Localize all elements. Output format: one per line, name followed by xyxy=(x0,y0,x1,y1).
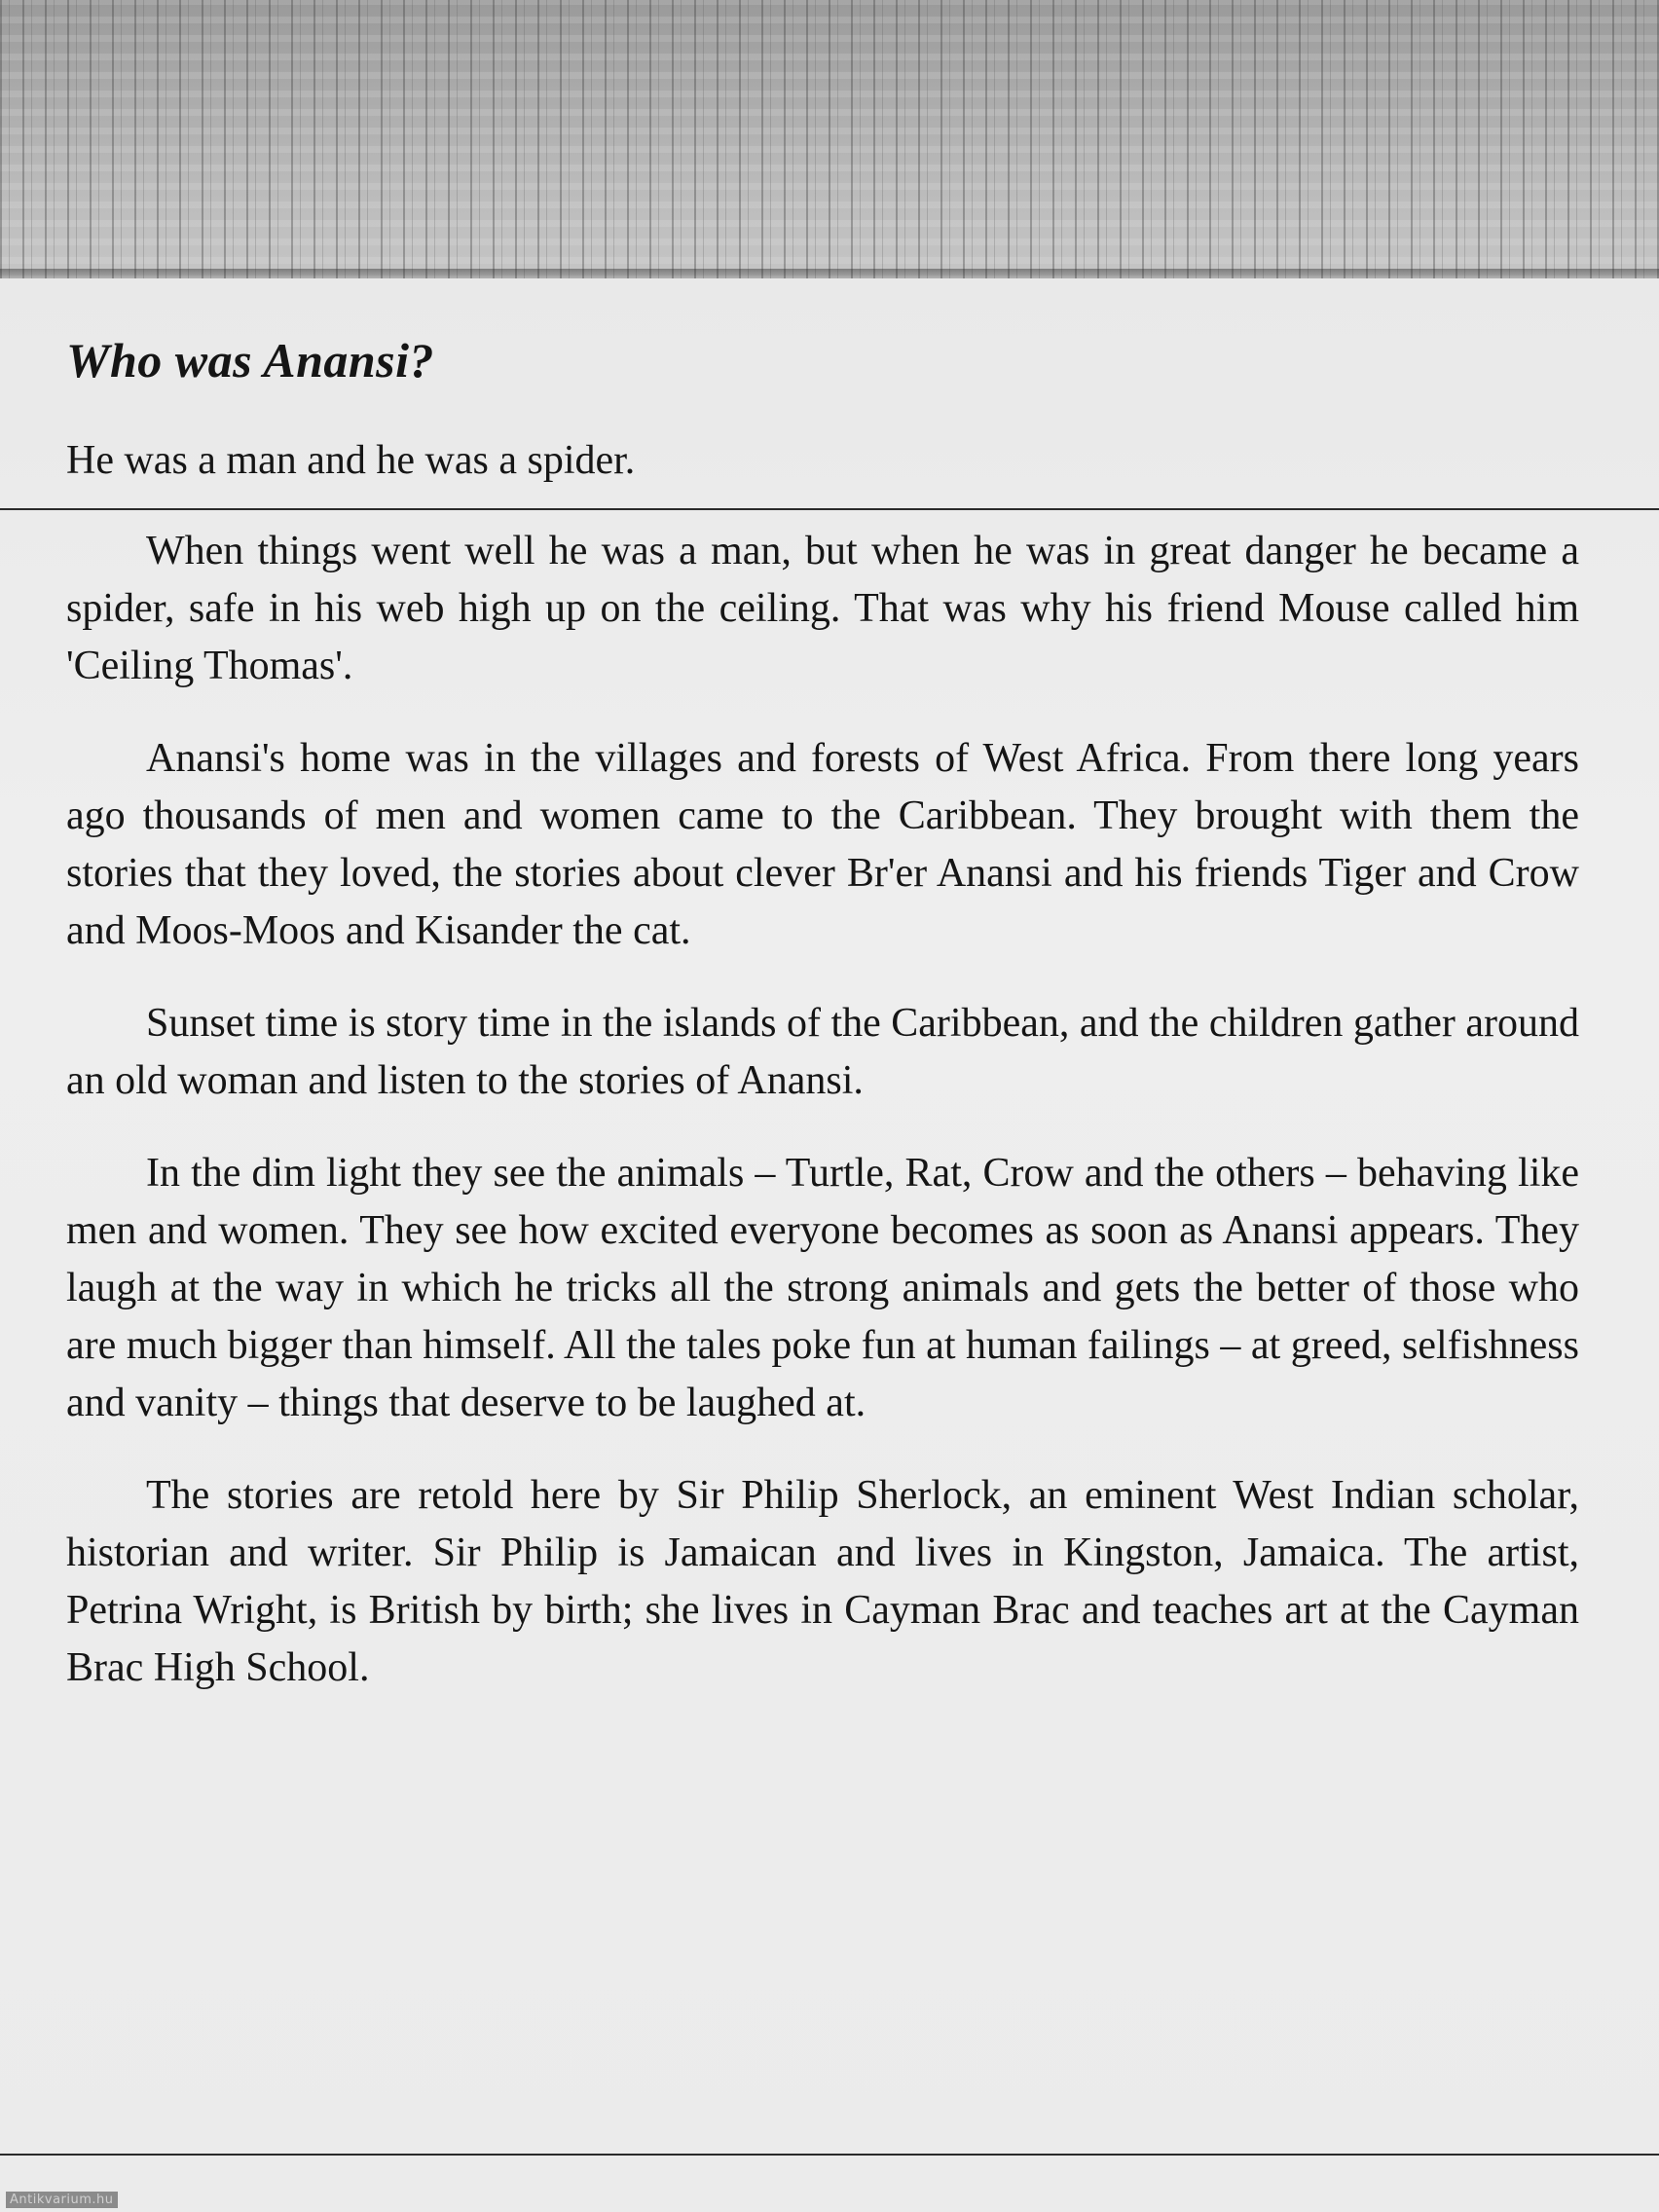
watermark: Antikvarium.hu xyxy=(6,2192,118,2208)
wood-backdrop xyxy=(0,0,1659,282)
paragraph-3: Anansi's home was in the villages and forests of West Africa. From there long years ago thousands of men and women came to the Caribbean. They brought with them the stories that they loved, the stories about clever Br'er Anansi and his friends Tiger and Crow and Moos-Moos and Kisander the cat. xyxy=(66,736,1579,953)
section-heading: Who was Anansi? xyxy=(66,333,435,387)
paragraph-2: When things went well he was a man, but when he was in great danger he became a spider, safe in his web high up on the ceiling. That was why his friend Mouse called him 'Ceiling Thomas'. xyxy=(66,529,1579,688)
paragraph-4: Sunset time is story time in the islands of the Caribbean, and the children gather around an old woman and listen to the stories of Anansi. xyxy=(66,1001,1579,1103)
paragraph-5: In the dim light they see the animals – Turtle, Rat, Crow and the others – behaving like men and women. They see how excited everyone becomes as soon as Anansi appears. They laugh at the way in which he tricks all the strong animals and gets the better of those who are much bigger than himself. All the tales poke fun at human failings – at greed, selfishness and vanity – things that deserve to be laughed at. xyxy=(66,1151,1579,1425)
paragraph-1: He was a man and he was a spider. xyxy=(66,438,636,483)
text-content xyxy=(66,331,1579,1732)
bottom-rule xyxy=(0,2154,1659,2156)
paragraph-6: The stories are retold here by Sir Philip Sherlock, an eminent West Indian scholar, historian and writer. Sir Philip is Jamaican and lives in Kingston, Jamaica. The artist, Petrina Wright, is British by birth; she lives in Cayman Brac and teaches art at the Cayman Brac High School. xyxy=(66,1473,1579,1690)
